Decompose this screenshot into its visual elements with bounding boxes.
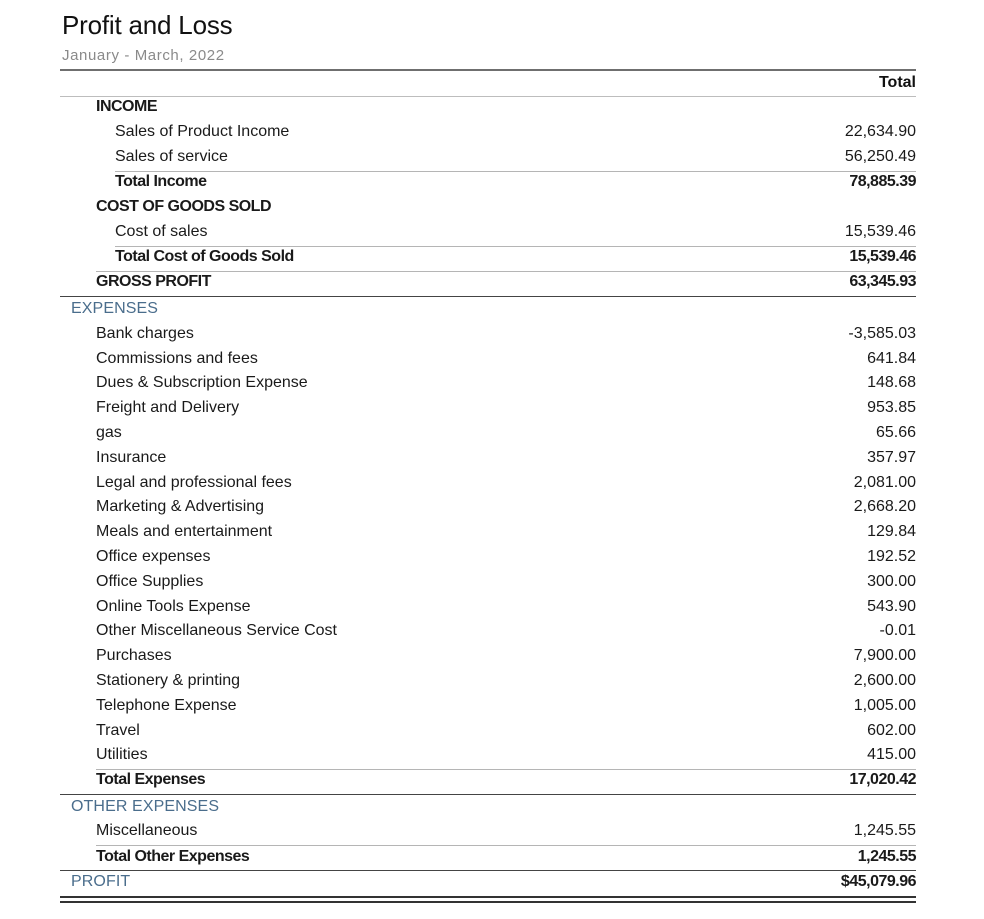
row-label: gas <box>96 424 122 441</box>
total-other-expenses-row <box>60 846 916 870</box>
table-row <box>60 323 916 347</box>
row-value: 300.00 <box>867 573 916 590</box>
row-value: 65.66 <box>875 424 916 441</box>
table-row <box>60 695 916 719</box>
income-heading-row <box>60 96 916 120</box>
row-label: Office expenses <box>96 548 211 565</box>
row-value: 953.85 <box>867 399 916 416</box>
table-row <box>60 348 916 372</box>
total-cogs-row <box>60 246 916 270</box>
other-expenses-heading: OTHER EXPENSES <box>71 798 220 815</box>
table-row <box>60 496 916 520</box>
row-value: 2,081.00 <box>853 474 916 491</box>
row-label: Commissions and fees <box>96 350 258 367</box>
row-label: Legal and professional fees <box>96 474 292 491</box>
row-label: Other Miscellaneous Service Cost <box>96 622 337 639</box>
total-expenses-bottom-rule <box>60 794 916 795</box>
header-rule <box>60 69 916 71</box>
row-value: 415.00 <box>867 746 916 763</box>
other-expenses-heading-row <box>60 796 916 820</box>
report-title: Profit and Loss <box>62 10 233 40</box>
table-row <box>60 620 916 644</box>
row-value: -0.01 <box>879 622 916 639</box>
row-value: 602.00 <box>867 722 916 739</box>
gross-profit-label: GROSS PROFIT <box>96 273 211 290</box>
total-cogs-value: 15,539.46 <box>849 248 916 265</box>
table-row <box>60 422 916 446</box>
expenses-heading: EXPENSES <box>71 300 159 317</box>
gross-profit-row <box>60 271 916 295</box>
table-row <box>60 670 916 694</box>
row-label: Dues & Subscription Expense <box>96 374 308 391</box>
row-label: Cost of sales <box>115 223 208 240</box>
total-income-row <box>60 171 916 195</box>
table-row <box>60 820 916 844</box>
row-label: Purchases <box>96 647 172 664</box>
profit-value: $45,079.96 <box>840 873 916 890</box>
cogs-heading-row <box>60 196 916 220</box>
row-label: Miscellaneous <box>96 822 198 839</box>
row-label: Stationery & printing <box>96 672 241 689</box>
table-row <box>60 472 916 496</box>
row-value: 641.84 <box>867 350 916 367</box>
row-value: 148.68 <box>867 374 916 391</box>
row-value: 56,250.49 <box>844 148 916 165</box>
row-label: Sales of service <box>115 148 228 165</box>
table-row <box>60 121 916 145</box>
table-row <box>60 372 916 396</box>
row-label: Utilities <box>96 746 148 763</box>
table-row <box>60 447 916 471</box>
row-label: Freight and Delivery <box>96 399 240 416</box>
cogs-heading: COST OF GOODS SOLD <box>96 198 272 215</box>
profit-double-rule <box>60 896 916 903</box>
row-value: 192.52 <box>867 548 916 565</box>
report-period: January - March, 2022 <box>62 47 225 64</box>
row-value: 1,245.55 <box>853 822 916 839</box>
table-row <box>60 221 916 245</box>
total-income-value: 78,885.39 <box>849 173 916 190</box>
row-label: Online Tools Expense <box>96 598 251 615</box>
total-income-label: Total Income <box>115 173 207 190</box>
table-row <box>60 546 916 570</box>
total-cogs-label: Total Cost of Goods Sold <box>115 248 294 265</box>
row-label: Telephone Expense <box>96 697 237 714</box>
row-label: Marketing & Advertising <box>96 498 265 515</box>
gross-profit-value: 63,345.93 <box>849 273 916 290</box>
row-value: 15,539.46 <box>844 223 916 240</box>
table-row <box>60 571 916 595</box>
column-header-total: Total <box>878 74 916 91</box>
table-row <box>60 645 916 669</box>
total-expenses-value: 17,020.42 <box>849 771 916 788</box>
row-label: Office Supplies <box>96 573 204 590</box>
row-label: Sales of Product Income <box>115 123 290 140</box>
row-value: 357.97 <box>867 449 916 466</box>
row-label: Bank charges <box>96 325 194 342</box>
profit-row <box>60 871 916 895</box>
total-other-expenses-label: Total Other Expenses <box>96 848 250 865</box>
row-value: 22,634.90 <box>844 123 916 140</box>
row-value: 1,005.00 <box>853 697 916 714</box>
expenses-heading-row <box>60 298 916 322</box>
table-row <box>60 596 916 620</box>
table-row <box>60 720 916 744</box>
total-other-expenses-value: 1,245.55 <box>857 848 916 865</box>
row-value: 129.84 <box>867 523 916 540</box>
profit-label: PROFIT <box>71 873 131 890</box>
table-row <box>60 521 916 545</box>
gross-profit-bottom-rule <box>60 296 916 297</box>
total-expenses-label: Total Expenses <box>96 771 206 788</box>
table-row <box>60 146 916 170</box>
total-expenses-row <box>60 769 916 793</box>
row-value: -3,585.03 <box>848 325 916 342</box>
income-heading: INCOME <box>96 98 157 115</box>
table-row <box>60 397 916 421</box>
row-value: 543.90 <box>867 598 916 615</box>
row-label: Meals and entertainment <box>96 523 273 540</box>
row-value: 7,900.00 <box>853 647 916 664</box>
table-row <box>60 744 916 768</box>
row-label: Insurance <box>96 449 167 466</box>
row-value: 2,668.20 <box>853 498 916 515</box>
row-label: Travel <box>96 722 140 739</box>
row-value: 2,600.00 <box>853 672 916 689</box>
